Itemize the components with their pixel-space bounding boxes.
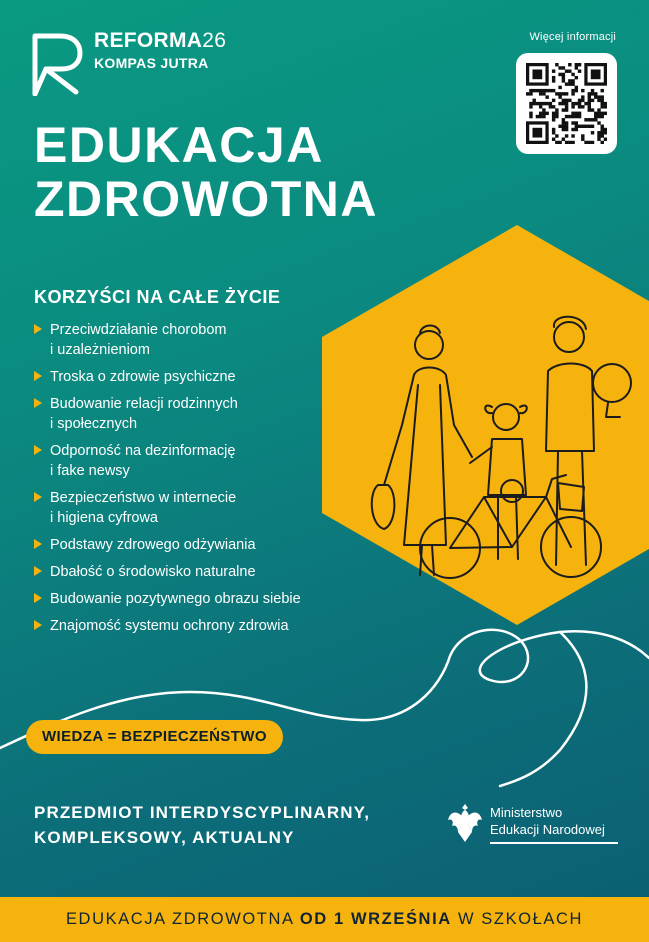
brand-name: REFORMA26 [94,29,227,52]
ministry-logo [446,802,616,848]
list-item: Przeciwdziałanie chorobom i uzależnieniom [34,320,364,360]
list-item: Znajomość systemu ochrony zdrowia [34,616,364,636]
brand-block [94,30,226,71]
eagle-emblem-icon [446,802,484,844]
arrow-bullet-icon [34,445,42,455]
arrow-bullet-icon [34,593,42,603]
title-line-2: ZDROWOTNA [34,171,378,227]
slogan-badge: WIEDZA = BEZPIECZEŃSTWO [26,720,283,754]
subject-line-2: KOMPLEKSOWY, AKTUALNY [34,828,295,847]
arrow-bullet-icon [34,566,42,576]
list-item: Troska o zdrowie psychiczne [34,367,364,387]
list-item: Bezpieczeństwo w internecie i higiena cyfrowa [34,488,364,528]
list-item: Odporność na dezinformację i fake newsy [34,441,364,481]
title-line-1: EDUKACJA [34,117,324,173]
benefits-heading: KORZYŚCI NA CAŁE ŻYCIE [34,287,281,307]
more-info-label: Więcej informacji [529,31,616,43]
arrow-bullet-icon [34,492,42,502]
benefits-list [34,320,364,643]
arrow-bullet-icon [34,620,42,630]
list-item: Budowanie pozytywnego obrazu siebie [34,589,364,609]
ministry-underline [490,842,618,844]
arrow-bullet-icon [34,324,42,334]
arrow-bullet-icon [34,398,42,408]
subject-line-1: PRZEDMIOT INTERDYSCYPLINARNY, [34,803,371,822]
brand-subtitle: KOMPAS JUTRA [94,55,209,71]
qr-code[interactable] [516,53,617,154]
list-item: Dbałość o środowisko naturalne [34,562,364,582]
qr-code-icon [526,63,607,144]
page-title [34,118,378,226]
ministry-name: Ministerstwo Edukacji Narodowej [490,805,605,837]
list-item: Podstawy zdrowego odżywiania [34,535,364,555]
list-item: Budowanie relacji rodzinnych i społecznych [34,394,364,434]
reforma-logo-icon [30,30,86,96]
arrow-bullet-icon [34,539,42,549]
subject-description [34,800,370,850]
family-illustration [322,225,649,625]
arrow-bullet-icon [34,371,42,381]
footer-banner: EDUKACJA ZDROWOTNA OD 1 WRZEŚNIA W SZKOŁACH [0,897,649,942]
